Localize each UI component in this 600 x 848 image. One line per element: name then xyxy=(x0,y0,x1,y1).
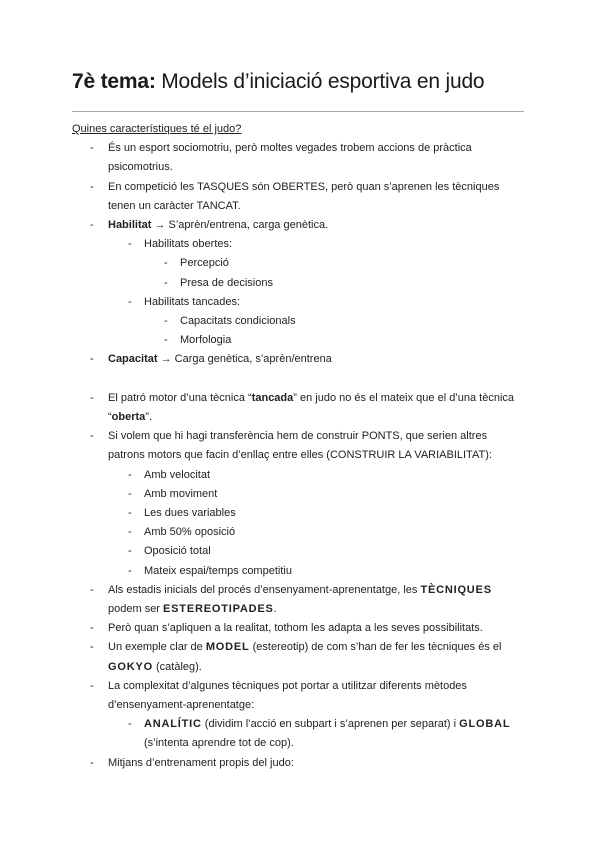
item-text: (dividim l’acció en subpart i s’aprenen per separat) i xyxy=(201,718,460,731)
bullet-dash: - xyxy=(90,756,94,769)
list-item xyxy=(0,235,524,254)
list-item xyxy=(0,274,524,293)
bullet-dash: - xyxy=(164,315,168,328)
item-bold: ESTEREOTIPADES xyxy=(163,603,274,616)
bullet-dash: - xyxy=(164,257,168,270)
item-text: Habilitats tancades: xyxy=(144,295,240,308)
list-item xyxy=(0,581,524,619)
bullet-dash: - xyxy=(90,180,94,193)
item-text: Però quan s’apliquen a la realitat, tothom les adapta a les seves possibilitats. xyxy=(108,622,483,635)
bullet-dash: - xyxy=(90,391,94,404)
list-item xyxy=(0,139,524,177)
document-body xyxy=(0,120,600,773)
bullet-dash: - xyxy=(128,295,132,308)
bullet-dash: - xyxy=(90,353,94,366)
item-text: podem ser xyxy=(108,603,164,616)
item-bold: GOKYO xyxy=(108,660,153,673)
list-item xyxy=(0,715,524,753)
list-item xyxy=(0,216,524,235)
item-text: Mitjans d’entrenament propis del judo: xyxy=(108,756,294,769)
item-bold: MODEL xyxy=(205,641,250,654)
bullet-dash: - xyxy=(90,679,94,692)
page-title xyxy=(72,70,484,94)
item-text: ” en judo no és el mateix que el d’una tècnica “ xyxy=(108,391,515,424)
item-text: Amb moviment xyxy=(144,487,218,500)
bullet-dash: - xyxy=(90,219,94,231)
list-item xyxy=(0,504,524,523)
list-item xyxy=(0,254,524,273)
section-question: Quines característiques té el judo? xyxy=(72,123,242,135)
bullet-dash: - xyxy=(128,718,132,731)
list-item xyxy=(0,331,524,350)
bullet-dash: - xyxy=(164,334,168,347)
list-item xyxy=(0,562,524,581)
item-text: Amb 50% oposició xyxy=(144,526,236,539)
item-bold: Habilitat xyxy=(108,219,152,231)
bullet-dash: - xyxy=(90,622,94,635)
list-item xyxy=(0,677,524,715)
item-text: Mateix espai/temps competitiu xyxy=(144,564,292,577)
item-text: És un esport sociomotriu, però moltes vegades trobem accions de pràctica psicomotrius. xyxy=(108,142,472,174)
title-divider xyxy=(72,111,524,112)
list-item xyxy=(0,754,524,773)
list-item xyxy=(0,350,524,369)
blank-line xyxy=(0,370,600,389)
list-item xyxy=(0,466,524,485)
title-text: Models d’iniciació esportiva en judo xyxy=(155,70,485,93)
item-text: Habilitats obertes: xyxy=(144,238,233,251)
item-bold: GLOBAL xyxy=(459,718,511,731)
item-bold: ANALÍTIC xyxy=(144,718,202,731)
item-text: Als estadis inicials del procés d’ensenyament-aprenentatge, les xyxy=(108,583,421,596)
bullet-dash: - xyxy=(90,583,94,596)
bullet-dash: - xyxy=(128,468,132,481)
list-item xyxy=(0,389,524,427)
item-text: En competició les TASQUES són OBERTES, però quan s’aprenen les tècniques tenen un caràcter TANCAT. xyxy=(108,180,500,212)
list-item xyxy=(0,542,524,561)
item-text: (estereotip) de com s’han de fer les tècniques és el xyxy=(249,641,502,654)
item-text: La complexitat d’algunes tècniques pot portar a utilitzar diferents mètodes d’ensenyament-aprenentatge: xyxy=(108,679,467,712)
list-item xyxy=(0,178,524,216)
item-text: . xyxy=(273,603,277,616)
item-bold: oberta xyxy=(111,411,146,424)
bullet-dash: - xyxy=(164,276,168,289)
bullet-dash: - xyxy=(90,641,94,654)
bullet-dash: - xyxy=(128,507,132,520)
item-text: Amb velocitat xyxy=(144,468,211,481)
bullet-dash: - xyxy=(128,564,132,577)
list-item xyxy=(0,638,524,676)
item-text: Capacitats condicionals xyxy=(180,315,296,328)
bullet-dash: - xyxy=(128,526,132,539)
item-text: Un exemple clar de xyxy=(108,641,206,654)
item-text: El patró motor d’una tècnica “ xyxy=(108,391,252,404)
item-text: Percepció xyxy=(180,257,229,270)
item-text: ”. xyxy=(145,411,153,424)
list-item xyxy=(0,293,524,312)
item-text: Presa de decisions xyxy=(180,276,273,289)
item-text: (s’intenta aprendre tot de cop). xyxy=(144,737,294,750)
item-bold: TÈCNIQUES xyxy=(420,583,492,596)
bullet-dash: - xyxy=(128,238,132,251)
item-bold: Capacitat xyxy=(108,353,158,366)
item-text: Morfologia xyxy=(180,334,232,347)
item-text: (catàleg). xyxy=(152,660,202,673)
list-item xyxy=(0,523,524,542)
item-text: → Carga genètica, s’aprèn/entrena xyxy=(157,353,332,366)
bullet-dash: - xyxy=(90,142,94,155)
bullet-dash: - xyxy=(90,430,94,443)
title-prefix: 7è tema: xyxy=(72,70,156,93)
list-item xyxy=(0,619,524,638)
item-bold: tancada xyxy=(251,391,294,404)
list-item xyxy=(0,427,524,465)
item-text: Si volem que hi hagi transferència hem de construir PONTS, que serien altres patrons motors que facin d’enllaç entre elles (CONSTRUIR LA VARIABILITAT): xyxy=(108,430,492,462)
bullet-dash: - xyxy=(128,487,132,500)
item-text: → S’aprèn/entrena, carga genètica. xyxy=(151,219,329,231)
item-text: Les dues variables xyxy=(144,507,236,520)
list-item xyxy=(0,312,524,331)
item-text: Oposició total xyxy=(144,545,211,558)
list-item xyxy=(0,485,524,504)
bullet-dash: - xyxy=(128,545,132,558)
